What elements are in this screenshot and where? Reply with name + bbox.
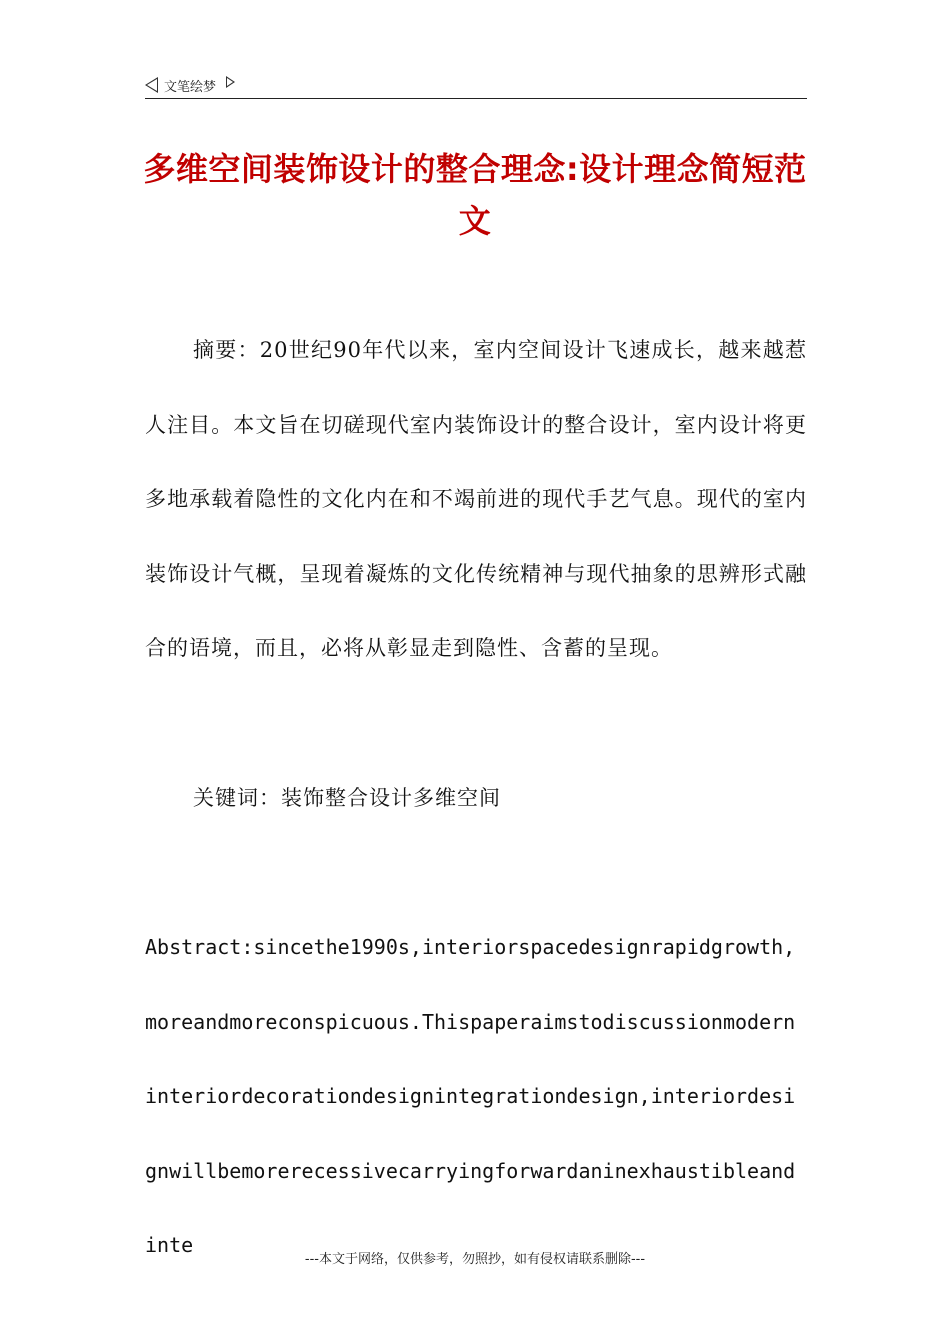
keywords: 关键词：装饰整合设计多维空间 (193, 786, 501, 810)
header-brand: 文笔绘梦 (164, 79, 217, 95)
triangle-right-icon (226, 76, 235, 88)
triangle-left-icon (145, 77, 158, 93)
document-title: 多维空间装饰设计的整合理念:设计理念简短范文 (143, 150, 807, 240)
abstract-chinese: 摘要：20世纪90年代以来，室内空间设计飞速成长，越来越惹人注目。本文旨在切磋现代室内装饰设计的整合设计，室内设计将更多地承载着隐性的文化内在和不竭前进的现代手艺气息。现代的室内装饰设计气概，呈现着凝炼的文化传统精神与现代抽象的思辨形式融合的语境，而且，必将从彰显走到隐性、含蓄的呈现。 (145, 338, 807, 660)
page-header (145, 72, 807, 99)
page-footer: ---本文于网络，仅供参考，勿照抄，如有侵权请联系删除--- (304, 1252, 646, 1267)
abstract-english: Abstract:sincethe1990s,interiorspacedesignrapidgrowth,moreandmoreconspicuous.Thispaperaimstodiscussionmoderninteriordecorationdesignintegrationdesign,interiordesignwillbemorerecessivecarryingforwardaninexhaustibleandinte (145, 935, 796, 1257)
